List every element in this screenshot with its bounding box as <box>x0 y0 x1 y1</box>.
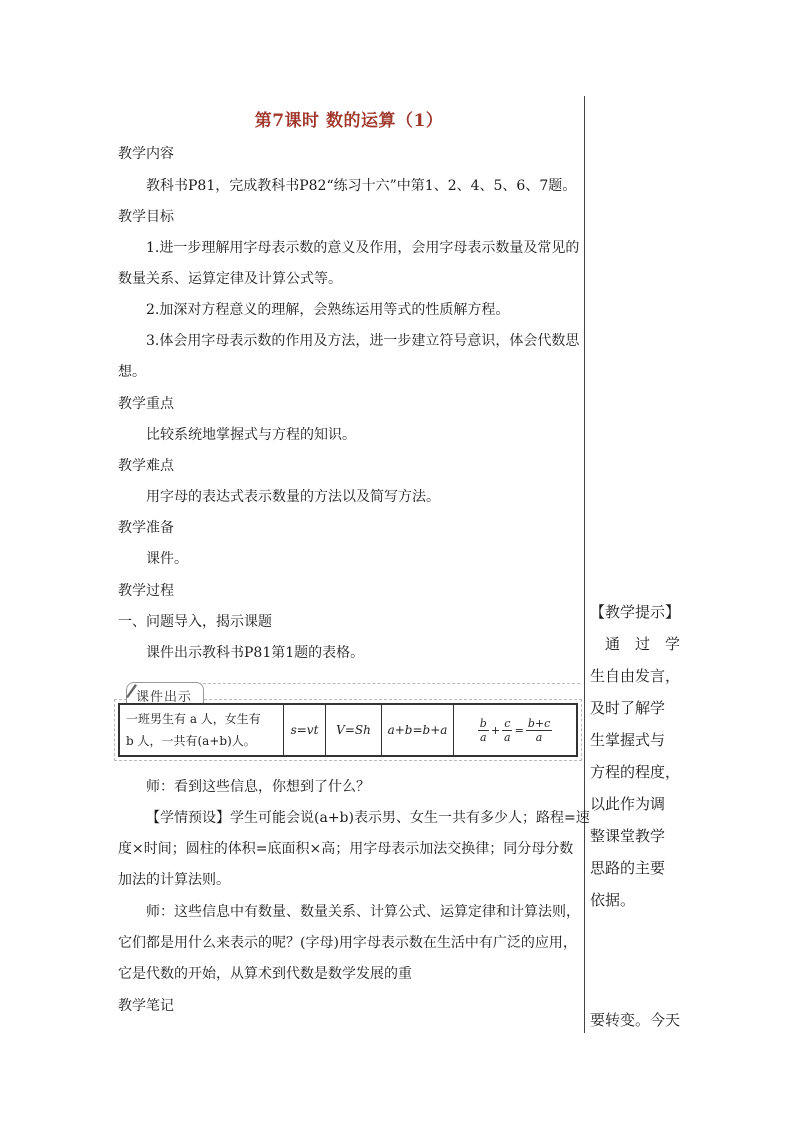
hint-line: 及时了解学 <box>590 699 666 717</box>
hint-line: 整课堂教学 <box>590 827 666 845</box>
key-text: 比较系统地掌握式与方程的知识。 <box>146 427 356 443</box>
courseware-cell-fraction <box>454 705 576 755</box>
content-text: 教科书P81，完成教科书P82“练习十六”中第1、2、4、5、6、7题。 <box>146 178 577 194</box>
cell-students-line2: b 人，一共有(a+b)人。 <box>126 734 256 748</box>
teacher2-line2: 它们都是用什么来表示的呢？(字母)用字母表示数在生活中有广泛的应用， <box>118 935 577 951</box>
goal3-line2: 想。 <box>118 364 146 380</box>
page-title: 第7课时 数的运算（1） <box>254 111 444 131</box>
heading-difficult: 教学难点 <box>118 458 174 474</box>
hint-bottom-line: 要转变。今天 <box>590 1011 681 1029</box>
teacher-question-1: 师：看到这些信息，你想到了什么？ <box>146 779 370 795</box>
preset-line1: 【学情预设】学生可能会说(a+b)表示男、女生一共有多少人；路程=速 <box>146 810 590 826</box>
heading-content: 教学内容 <box>118 146 174 162</box>
courseware-label: 课件出示 <box>136 690 193 705</box>
heading-prep: 教学准备 <box>118 520 174 536</box>
heading-goals: 教学目标 <box>118 209 174 225</box>
hint-line: 通 过 学 <box>590 635 681 653</box>
preset-line2: 度×时间；圆柱的体积=底面积×高；用字母表示加法交换律；同分母分数 <box>118 841 574 857</box>
goal1-line1: 1.进一步理解用字母表示数的意义及作用，会用字母表示数量及常见的 <box>146 240 580 256</box>
fraction-sum-over-a: $\frac{b+c}{a}$ <box>527 716 551 744</box>
plus-sign: + <box>490 723 501 737</box>
equals-sign: = <box>514 723 524 737</box>
hint-title: 【教学提示】 <box>590 603 681 621</box>
fraction-c-over-a: $\frac{c}{a}$ <box>504 716 511 744</box>
courseware-table <box>118 703 578 757</box>
teacher2-line3: 它是代数的开始，从算术到代数是数学发展的重 <box>118 966 412 982</box>
hint-line: 方程的程度， <box>590 763 681 781</box>
prep-text: 课件。 <box>146 551 188 567</box>
hint-line: 依据。 <box>590 891 636 909</box>
courseware-tab-rule <box>148 683 580 684</box>
goal3-line1: 3.体会用字母表示数的作用及方法，进一步建立符号意识，体会代数思 <box>146 333 580 349</box>
goal1-line2: 数量关系、运算定律及计算公式等。 <box>118 271 342 287</box>
preset-line3: 加法的计算法则。 <box>118 872 230 888</box>
hint-line: 生掌握式与 <box>590 731 666 749</box>
hint-line: 思路的主要 <box>590 859 666 877</box>
heading-process: 教学过程 <box>118 583 174 599</box>
courseware-cell-volume: V=Sh <box>326 705 382 755</box>
heading-notes: 教学笔记 <box>118 998 174 1014</box>
courseware-cell-distance: s=vt <box>284 705 326 755</box>
hint-line: 以此作为调 <box>590 795 666 813</box>
hint-line: 生自由发言， <box>590 667 681 685</box>
fraction-b-over-a: $\frac{b}{a}$ <box>479 716 487 744</box>
goal2: 2.加深对方程意义的理解，会熟练运用等式的性质解方程。 <box>146 302 510 318</box>
section1-title: 一、问题导入，揭示课题 <box>118 614 272 630</box>
cell-students-line1: 一班男生有 a 人，女生有 <box>126 712 261 726</box>
courseware-cell-students <box>120 705 284 755</box>
section1-text: 课件出示教科书P81第1题的表格。 <box>146 645 365 661</box>
difficult-text: 用字母的表达式表示数量的方法以及简写方法。 <box>146 489 440 505</box>
teacher2-line1: 师：这些信息中有数量、数量关系、计算公式、运算定律和计算法则， <box>146 904 580 920</box>
courseware-cell-commutative: a+b=b+a <box>382 705 454 755</box>
heading-key: 教学重点 <box>118 396 174 412</box>
